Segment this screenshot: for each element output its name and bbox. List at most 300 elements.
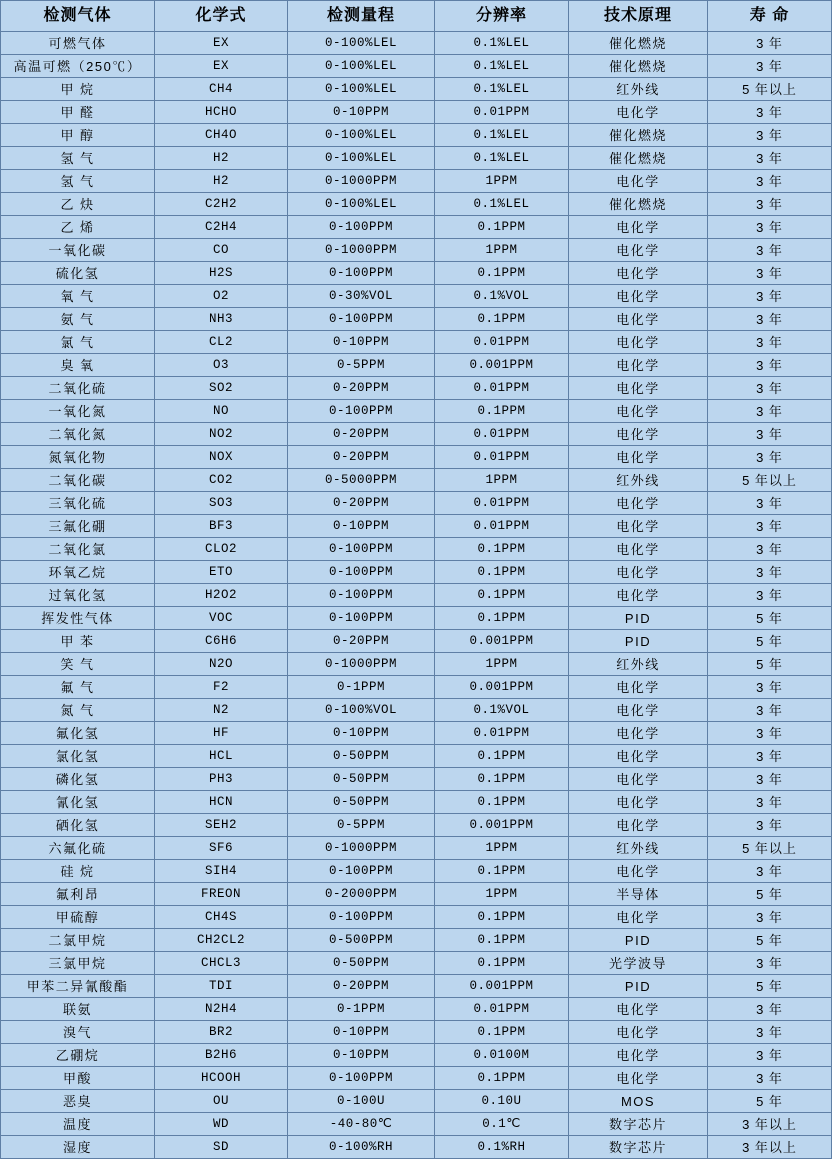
- cell-lifetime: 3 年: [708, 101, 832, 124]
- cell-lifetime: 3 年: [708, 722, 832, 745]
- cell-principle: 电化学: [569, 400, 708, 423]
- cell-range: -40-80℃: [288, 1113, 435, 1136]
- cell-formula: ETO: [155, 561, 288, 584]
- cell-lifetime: 5 年: [708, 929, 832, 952]
- cell-lifetime: 3 年: [708, 423, 832, 446]
- table-row: [1, 193, 832, 216]
- cell-gas: 硅 烷: [1, 860, 155, 883]
- cell-resolution: 0.1PPM: [435, 791, 569, 814]
- cell-principle: 电化学: [569, 285, 708, 308]
- table-row: [1, 860, 832, 883]
- cell-principle: 催化燃烧: [569, 55, 708, 78]
- table-row: [1, 929, 832, 952]
- cell-principle: 电化学: [569, 745, 708, 768]
- table-row: [1, 492, 832, 515]
- cell-resolution: 0.1PPM: [435, 400, 569, 423]
- cell-gas: 氮氧化物: [1, 446, 155, 469]
- cell-lifetime: 3 年: [708, 584, 832, 607]
- cell-resolution: 0.1PPM: [435, 607, 569, 630]
- cell-principle: 电化学: [569, 354, 708, 377]
- cell-lifetime: 5 年: [708, 975, 832, 998]
- cell-lifetime: 3 年: [708, 377, 832, 400]
- cell-gas: 乙硼烷: [1, 1044, 155, 1067]
- cell-principle: 电化学: [569, 791, 708, 814]
- cell-principle: 电化学: [569, 860, 708, 883]
- cell-formula: SO2: [155, 377, 288, 400]
- table-row: [1, 400, 832, 423]
- table-row: [1, 446, 832, 469]
- cell-lifetime: 5 年以上: [708, 469, 832, 492]
- cell-gas: 恶臭: [1, 1090, 155, 1113]
- table-row: [1, 331, 832, 354]
- cell-lifetime: 5 年: [708, 653, 832, 676]
- table-row: [1, 78, 832, 101]
- cell-formula: TDI: [155, 975, 288, 998]
- cell-lifetime: 3 年: [708, 331, 832, 354]
- cell-range: 0-1PPM: [288, 998, 435, 1021]
- table-row: [1, 699, 832, 722]
- table-row: [1, 768, 832, 791]
- table-row: [1, 1021, 832, 1044]
- cell-resolution: 0.1℃: [435, 1113, 569, 1136]
- table-row: [1, 285, 832, 308]
- cell-lifetime: 5 年以上: [708, 837, 832, 860]
- table-row: [1, 423, 832, 446]
- cell-formula: O3: [155, 354, 288, 377]
- cell-principle: 电化学: [569, 423, 708, 446]
- cell-range: 0-100PPM: [288, 906, 435, 929]
- cell-formula: NO2: [155, 423, 288, 446]
- cell-principle: PID: [569, 929, 708, 952]
- cell-gas: 氰化氢: [1, 791, 155, 814]
- cell-formula: EX: [155, 32, 288, 55]
- cell-gas: 二氧化碳: [1, 469, 155, 492]
- table-row: [1, 216, 832, 239]
- cell-range: 0-100PPM: [288, 538, 435, 561]
- cell-formula: H2S: [155, 262, 288, 285]
- cell-gas: 三氯甲烷: [1, 952, 155, 975]
- cell-lifetime: 5 年: [708, 607, 832, 630]
- cell-range: 0-100PPM: [288, 308, 435, 331]
- cell-formula: HF: [155, 722, 288, 745]
- cell-lifetime: 3 年: [708, 285, 832, 308]
- cell-resolution: 0.001PPM: [435, 354, 569, 377]
- cell-resolution: 0.1%RH: [435, 1136, 569, 1159]
- cell-gas: 湿度: [1, 1136, 155, 1159]
- cell-resolution: 1PPM: [435, 653, 569, 676]
- cell-resolution: 0.001PPM: [435, 630, 569, 653]
- cell-formula: CH4S: [155, 906, 288, 929]
- cell-principle: 电化学: [569, 492, 708, 515]
- cell-lifetime: 3 年: [708, 791, 832, 814]
- cell-resolution: 0.1%LEL: [435, 124, 569, 147]
- cell-lifetime: 3 年: [708, 354, 832, 377]
- cell-range: 0-1000PPM: [288, 653, 435, 676]
- cell-lifetime: 3 年: [708, 239, 832, 262]
- cell-gas: 硒化氢: [1, 814, 155, 837]
- cell-gas: 氢 气: [1, 147, 155, 170]
- cell-formula: BR2: [155, 1021, 288, 1044]
- cell-lifetime: 3 年: [708, 170, 832, 193]
- table-row: [1, 538, 832, 561]
- cell-principle: PID: [569, 975, 708, 998]
- table-row: [1, 32, 832, 55]
- cell-resolution: 0.01PPM: [435, 331, 569, 354]
- cell-range: 0-100%LEL: [288, 193, 435, 216]
- table-row: [1, 377, 832, 400]
- cell-gas: 甲硫醇: [1, 906, 155, 929]
- cell-formula: EX: [155, 55, 288, 78]
- cell-gas: 可燃气体: [1, 32, 155, 55]
- cell-principle: 红外线: [569, 469, 708, 492]
- cell-gas: 三氧化硫: [1, 492, 155, 515]
- column-header-principle: 技术原理: [569, 1, 708, 32]
- cell-formula: F2: [155, 676, 288, 699]
- cell-gas: 乙 烯: [1, 216, 155, 239]
- cell-resolution: 0.1%LEL: [435, 193, 569, 216]
- cell-gas: 氟 气: [1, 676, 155, 699]
- cell-lifetime: 3 年: [708, 538, 832, 561]
- cell-resolution: 0.1%LEL: [435, 78, 569, 101]
- cell-resolution: 0.01PPM: [435, 998, 569, 1021]
- table-row: [1, 55, 832, 78]
- cell-formula: CH4: [155, 78, 288, 101]
- cell-principle: 电化学: [569, 331, 708, 354]
- cell-lifetime: 3 年: [708, 952, 832, 975]
- cell-principle: 电化学: [569, 561, 708, 584]
- cell-principle: 电化学: [569, 216, 708, 239]
- cell-lifetime: 3 年: [708, 676, 832, 699]
- cell-resolution: 0.1PPM: [435, 584, 569, 607]
- cell-lifetime: 3 年: [708, 492, 832, 515]
- cell-resolution: 0.01PPM: [435, 722, 569, 745]
- cell-formula: C2H4: [155, 216, 288, 239]
- cell-gas: 乙 炔: [1, 193, 155, 216]
- cell-range: 0-100PPM: [288, 1067, 435, 1090]
- cell-lifetime: 3 年: [708, 745, 832, 768]
- cell-gas: 二氧化硫: [1, 377, 155, 400]
- cell-range: 0-2000PPM: [288, 883, 435, 906]
- cell-lifetime: 3 年: [708, 216, 832, 239]
- cell-resolution: 0.01PPM: [435, 515, 569, 538]
- cell-formula: HCN: [155, 791, 288, 814]
- cell-formula: NH3: [155, 308, 288, 331]
- cell-principle: 电化学: [569, 1021, 708, 1044]
- table-row: [1, 101, 832, 124]
- table-row: [1, 952, 832, 975]
- cell-formula: CH4O: [155, 124, 288, 147]
- table-row: [1, 906, 832, 929]
- table-row: [1, 262, 832, 285]
- cell-range: 0-100%VOL: [288, 699, 435, 722]
- table-row: [1, 239, 832, 262]
- cell-principle: 电化学: [569, 515, 708, 538]
- cell-principle: 电化学: [569, 722, 708, 745]
- cell-lifetime: 3 年: [708, 814, 832, 837]
- cell-gas: 氧 气: [1, 285, 155, 308]
- cell-lifetime: 3 年: [708, 998, 832, 1021]
- cell-lifetime: 3 年: [708, 193, 832, 216]
- cell-range: 0-10PPM: [288, 1021, 435, 1044]
- cell-range: 0-100%LEL: [288, 147, 435, 170]
- table-row: [1, 354, 832, 377]
- cell-range: 0-20PPM: [288, 377, 435, 400]
- cell-lifetime: 5 年以上: [708, 78, 832, 101]
- column-header-gas: 检测气体: [1, 1, 155, 32]
- cell-principle: 电化学: [569, 377, 708, 400]
- cell-lifetime: 3 年以上: [708, 1113, 832, 1136]
- cell-gas: 温度: [1, 1113, 155, 1136]
- cell-lifetime: 3 年: [708, 400, 832, 423]
- cell-principle: PID: [569, 607, 708, 630]
- cell-formula: OU: [155, 1090, 288, 1113]
- cell-formula: HCOOH: [155, 1067, 288, 1090]
- cell-range: 0-5PPM: [288, 814, 435, 837]
- cell-principle: PID: [569, 630, 708, 653]
- cell-formula: N2: [155, 699, 288, 722]
- cell-resolution: 0.001PPM: [435, 975, 569, 998]
- cell-range: 0-10PPM: [288, 101, 435, 124]
- cell-range: 0-20PPM: [288, 423, 435, 446]
- cell-range: 0-20PPM: [288, 975, 435, 998]
- cell-gas: 二氧化氯: [1, 538, 155, 561]
- cell-resolution: 0.1PPM: [435, 538, 569, 561]
- cell-range: 0-100PPM: [288, 860, 435, 883]
- cell-formula: NOX: [155, 446, 288, 469]
- column-header-lifetime: 寿 命: [708, 1, 832, 32]
- cell-formula: WD: [155, 1113, 288, 1136]
- cell-principle: 数字芯片: [569, 1136, 708, 1159]
- cell-principle: 电化学: [569, 768, 708, 791]
- cell-range: 0-50PPM: [288, 745, 435, 768]
- cell-lifetime: 3 年: [708, 1044, 832, 1067]
- cell-gas: 三氟化硼: [1, 515, 155, 538]
- table-row: [1, 1044, 832, 1067]
- cell-principle: 电化学: [569, 906, 708, 929]
- cell-formula: C2H2: [155, 193, 288, 216]
- table-row: [1, 308, 832, 331]
- cell-formula: FREON: [155, 883, 288, 906]
- cell-resolution: 0.01PPM: [435, 423, 569, 446]
- table-row: [1, 1067, 832, 1090]
- cell-principle: 电化学: [569, 446, 708, 469]
- cell-formula: SEH2: [155, 814, 288, 837]
- cell-formula: CH2CL2: [155, 929, 288, 952]
- cell-gas: 挥发性气体: [1, 607, 155, 630]
- table-row: [1, 1090, 832, 1113]
- cell-principle: MOS: [569, 1090, 708, 1113]
- cell-lifetime: 3 年: [708, 699, 832, 722]
- cell-formula: CO2: [155, 469, 288, 492]
- cell-formula: H2: [155, 147, 288, 170]
- cell-gas: 二氯甲烷: [1, 929, 155, 952]
- cell-range: 0-10PPM: [288, 1044, 435, 1067]
- cell-formula: SF6: [155, 837, 288, 860]
- cell-resolution: 1PPM: [435, 883, 569, 906]
- cell-formula: H2: [155, 170, 288, 193]
- cell-lifetime: 3 年: [708, 1067, 832, 1090]
- table-header: [1, 1, 832, 32]
- table-row: [1, 607, 832, 630]
- table-body: [1, 32, 832, 1159]
- cell-resolution: 0.1%VOL: [435, 699, 569, 722]
- cell-range: 0-100%LEL: [288, 124, 435, 147]
- table-row: [1, 722, 832, 745]
- cell-formula: O2: [155, 285, 288, 308]
- table-row: [1, 561, 832, 584]
- cell-principle: 电化学: [569, 101, 708, 124]
- cell-range: 0-20PPM: [288, 630, 435, 653]
- cell-resolution: 0.1%VOL: [435, 285, 569, 308]
- cell-resolution: 0.1PPM: [435, 1021, 569, 1044]
- cell-formula: CHCL3: [155, 952, 288, 975]
- cell-formula: VOC: [155, 607, 288, 630]
- table-row: [1, 124, 832, 147]
- cell-range: 0-10PPM: [288, 515, 435, 538]
- cell-principle: 电化学: [569, 699, 708, 722]
- column-header-range: 检测量程: [288, 1, 435, 32]
- cell-principle: 催化燃烧: [569, 193, 708, 216]
- cell-lifetime: 5 年: [708, 883, 832, 906]
- cell-resolution: 0.1PPM: [435, 952, 569, 975]
- cell-range: 0-30%VOL: [288, 285, 435, 308]
- cell-resolution: 0.1PPM: [435, 745, 569, 768]
- cell-formula: N2O: [155, 653, 288, 676]
- cell-gas: 过氧化氢: [1, 584, 155, 607]
- cell-resolution: 0.01PPM: [435, 446, 569, 469]
- cell-principle: 红外线: [569, 653, 708, 676]
- cell-principle: 电化学: [569, 239, 708, 262]
- table-row: [1, 630, 832, 653]
- cell-range: 0-20PPM: [288, 492, 435, 515]
- cell-principle: 红外线: [569, 837, 708, 860]
- cell-gas: 环氧乙烷: [1, 561, 155, 584]
- cell-gas: 氯 气: [1, 331, 155, 354]
- cell-lifetime: 3 年: [708, 55, 832, 78]
- cell-formula: N2H4: [155, 998, 288, 1021]
- cell-principle: 电化学: [569, 584, 708, 607]
- cell-range: 0-5PPM: [288, 354, 435, 377]
- cell-lifetime: 3 年: [708, 561, 832, 584]
- cell-principle: 电化学: [569, 1044, 708, 1067]
- cell-lifetime: 3 年: [708, 446, 832, 469]
- table-row: [1, 791, 832, 814]
- table-row: [1, 676, 832, 699]
- cell-formula: PH3: [155, 768, 288, 791]
- cell-range: 0-100%LEL: [288, 55, 435, 78]
- cell-lifetime: 3 年: [708, 308, 832, 331]
- cell-gas: 氢 气: [1, 170, 155, 193]
- table-row: [1, 975, 832, 998]
- cell-range: 0-100%LEL: [288, 78, 435, 101]
- cell-resolution: 0.1PPM: [435, 768, 569, 791]
- cell-range: 0-100PPM: [288, 216, 435, 239]
- cell-range: 0-1000PPM: [288, 239, 435, 262]
- cell-gas: 高温可燃（250℃）: [1, 55, 155, 78]
- cell-principle: 电化学: [569, 308, 708, 331]
- cell-range: 0-1000PPM: [288, 170, 435, 193]
- cell-resolution: 0.1PPM: [435, 1067, 569, 1090]
- cell-formula: SIH4: [155, 860, 288, 883]
- cell-lifetime: 5 年: [708, 630, 832, 653]
- cell-range: 0-10PPM: [288, 722, 435, 745]
- cell-gas: 甲 醇: [1, 124, 155, 147]
- cell-resolution: 0.1PPM: [435, 561, 569, 584]
- cell-principle: 数字芯片: [569, 1113, 708, 1136]
- cell-gas: 硫化氢: [1, 262, 155, 285]
- cell-range: 0-50PPM: [288, 768, 435, 791]
- cell-principle: 催化燃烧: [569, 147, 708, 170]
- cell-resolution: 0.10U: [435, 1090, 569, 1113]
- cell-range: 0-10PPM: [288, 331, 435, 354]
- cell-lifetime: 3 年: [708, 768, 832, 791]
- cell-gas: 溴气: [1, 1021, 155, 1044]
- cell-lifetime: 3 年: [708, 1021, 832, 1044]
- cell-range: 0-100PPM: [288, 584, 435, 607]
- table-header-row: [1, 1, 832, 32]
- cell-resolution: 0.1%LEL: [435, 32, 569, 55]
- cell-resolution: 1PPM: [435, 170, 569, 193]
- cell-formula: NO: [155, 400, 288, 423]
- cell-lifetime: 3 年以上: [708, 1136, 832, 1159]
- table-row: [1, 584, 832, 607]
- cell-principle: 催化燃烧: [569, 124, 708, 147]
- cell-resolution: 1PPM: [435, 239, 569, 262]
- cell-gas: 甲 醛: [1, 101, 155, 124]
- cell-lifetime: 3 年: [708, 262, 832, 285]
- cell-formula: HCL: [155, 745, 288, 768]
- cell-resolution: 0.001PPM: [435, 676, 569, 699]
- cell-resolution: 0.1%LEL: [435, 147, 569, 170]
- cell-resolution: 0.1PPM: [435, 262, 569, 285]
- cell-gas: 臭 氧: [1, 354, 155, 377]
- cell-resolution: 1PPM: [435, 837, 569, 860]
- cell-resolution: 0.0100M: [435, 1044, 569, 1067]
- table-row: [1, 515, 832, 538]
- cell-range: 0-50PPM: [288, 952, 435, 975]
- table-row: [1, 883, 832, 906]
- cell-gas: 六氟化硫: [1, 837, 155, 860]
- cell-range: 0-100U: [288, 1090, 435, 1113]
- cell-gas: 甲 苯: [1, 630, 155, 653]
- cell-range: 0-5000PPM: [288, 469, 435, 492]
- cell-range: 0-100PPM: [288, 262, 435, 285]
- cell-lifetime: 3 年: [708, 124, 832, 147]
- cell-gas: 联氨: [1, 998, 155, 1021]
- cell-gas: 甲苯二异氰酸酯: [1, 975, 155, 998]
- cell-gas: 二氧化氮: [1, 423, 155, 446]
- cell-resolution: 0.1PPM: [435, 216, 569, 239]
- cell-lifetime: 3 年: [708, 515, 832, 538]
- cell-gas: 氟利昂: [1, 883, 155, 906]
- cell-lifetime: 5 年: [708, 1090, 832, 1113]
- cell-resolution: 0.01PPM: [435, 492, 569, 515]
- cell-resolution: 0.01PPM: [435, 377, 569, 400]
- cell-formula: CO: [155, 239, 288, 262]
- cell-range: 0-100%LEL: [288, 32, 435, 55]
- table-row: [1, 653, 832, 676]
- cell-formula: C6H6: [155, 630, 288, 653]
- table-row: [1, 1113, 832, 1136]
- cell-formula: HCHO: [155, 101, 288, 124]
- cell-resolution: 1PPM: [435, 469, 569, 492]
- table-row: [1, 1136, 832, 1159]
- cell-resolution: 0.1PPM: [435, 929, 569, 952]
- cell-range: 0-20PPM: [288, 446, 435, 469]
- cell-formula: B2H6: [155, 1044, 288, 1067]
- cell-formula: SD: [155, 1136, 288, 1159]
- cell-resolution: 0.1PPM: [435, 308, 569, 331]
